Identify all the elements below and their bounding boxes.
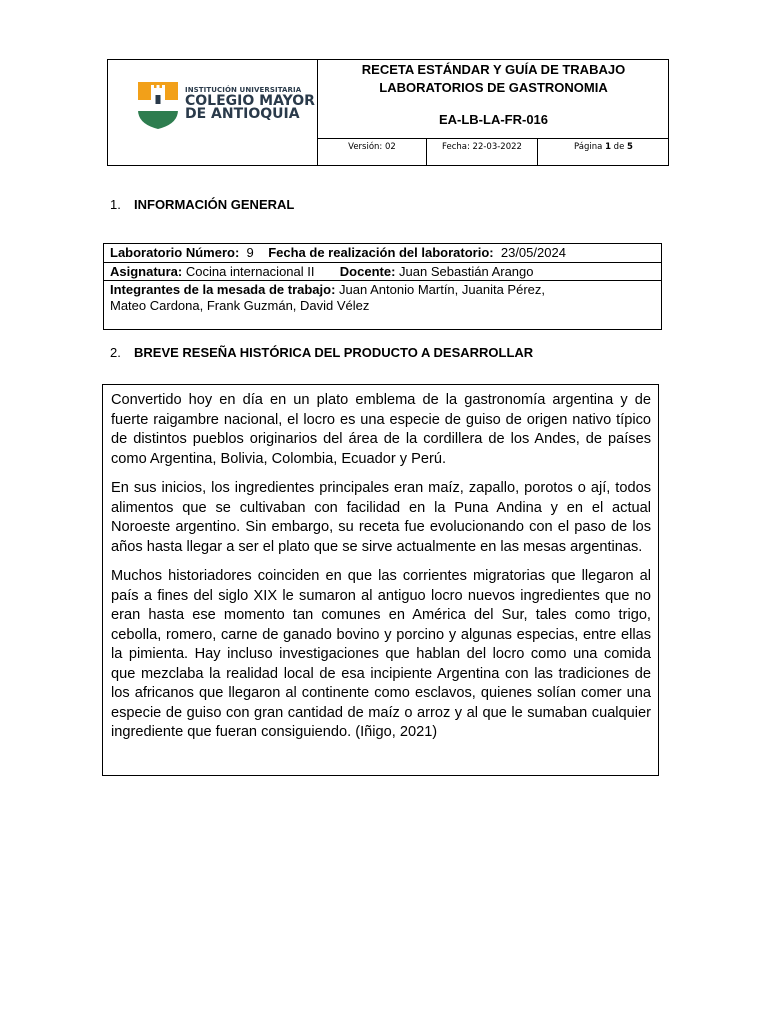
review-paragraph-2: En sus inicios, los ingredientes principales eran maíz, zapallo, porotos o ají, todos alimentos que se cultivaban con facilidad en la Puna Andina y en el actual Noroeste argentino. Sin embargo, su receta fue evolucionando con el paso de los años hasta llegar a ser el plato que se sirve actualmente en las mesas argentinas. (111, 480, 651, 555)
asignatura-label: Asignatura: (110, 264, 183, 279)
section-2-title: BREVE RESEÑA HISTÓRICA DEL PRODUCTO A DESARROLLAR (134, 345, 534, 360)
section-1-title: INFORMACIÓN GENERAL (134, 197, 295, 212)
header-meta-row (318, 138, 669, 166)
review-paragraph-3: Muchos historiadores coinciden en que las corrientes migratorias que llegaron al país a fines del siglo XIX le sumaron al antiguo locro nuevos ingredientes que no eran hasta ese momento tan comunes en América del Sur, tales como trigo, cebolla, romero, carne de ganado bovino y porcino y algunas especias, entre ellas la pimienta. Hay incluso investigaciones que hablan del locro como una comida que mezclaba la realidad local de esa incipiente Argentina con las tradiciones de los africanos que llegaron al continente como esclavos, quienes solían comer una especie de guiso con gran cantidad de maíz o arroz y al que le sumaban cualquier ingrediente que fueran consiguiendo. (Iñigo, 2021) (111, 568, 651, 740)
page-number: 1 (605, 142, 611, 152)
review-paragraph-1: Convertido hoy en día en un plato emblema de la gastronomía argentina y de fuerte raigambre nacional, el locro es una especie de guiso de origen nativo típico de distintos pueblos originarios del área de la cordillera de los Andes, de países como Argentina, Bolivia, Colombia, Ecuador y Perú. (111, 392, 651, 467)
info-row-asignatura (104, 263, 661, 281)
historical-review-box (102, 384, 659, 776)
section-1-heading (110, 197, 294, 212)
title-line-2: LABORATORIOS DE GASTRONOMIA (379, 80, 608, 95)
document-code: EA-LB-LA-FR-016 (438, 112, 549, 127)
info-row-lab (104, 244, 661, 263)
page-mid: de (610, 142, 628, 152)
section-2-number: 2. (110, 345, 121, 360)
page-prefix: Página (574, 142, 606, 152)
title-line-1: RECETA ESTÁNDAR Y GUÍA DE TRABAJO (361, 62, 626, 77)
docente-label: Docente: (339, 264, 396, 279)
logo-line2: COLEGIO MAYOR (185, 93, 315, 109)
general-info-table (103, 243, 662, 330)
page-total: 5 (627, 142, 633, 152)
logo-line1: INSTITUCIÓN UNIVERSITARIA (185, 86, 302, 94)
section-2-heading (110, 345, 533, 360)
asignatura-value: Cocina internacional II (185, 264, 315, 279)
logo-cell (107, 59, 318, 166)
document-title (318, 59, 669, 138)
integrantes-label: Integrantes de la mesada de trabajo: (110, 282, 336, 297)
logo-line3: DE ANTIOQUIA (185, 106, 300, 122)
lab-value: 9 (246, 245, 254, 260)
date-cell: Fecha: 22-03-2022 (427, 139, 538, 166)
fecha-value: 23/05/2024 (500, 245, 566, 260)
institution-shield-icon (136, 80, 180, 130)
fecha-label: Fecha de realización del laboratorio: (268, 245, 494, 260)
docente-value: Juan Sebastián Arango (399, 264, 534, 279)
info-row-integrantes (104, 281, 661, 315)
lab-label: Laboratorio Número: (110, 245, 240, 260)
integrantes-value-2: Mateo Cardona, Frank Guzmán, David Vélez (110, 298, 370, 313)
page-cell (538, 139, 669, 166)
version-cell: Versión: 02 (318, 139, 427, 166)
integrantes-value-1: Juan Antonio Martín, Juanita Pérez, (339, 282, 545, 297)
section-1-number: 1. (110, 197, 121, 212)
